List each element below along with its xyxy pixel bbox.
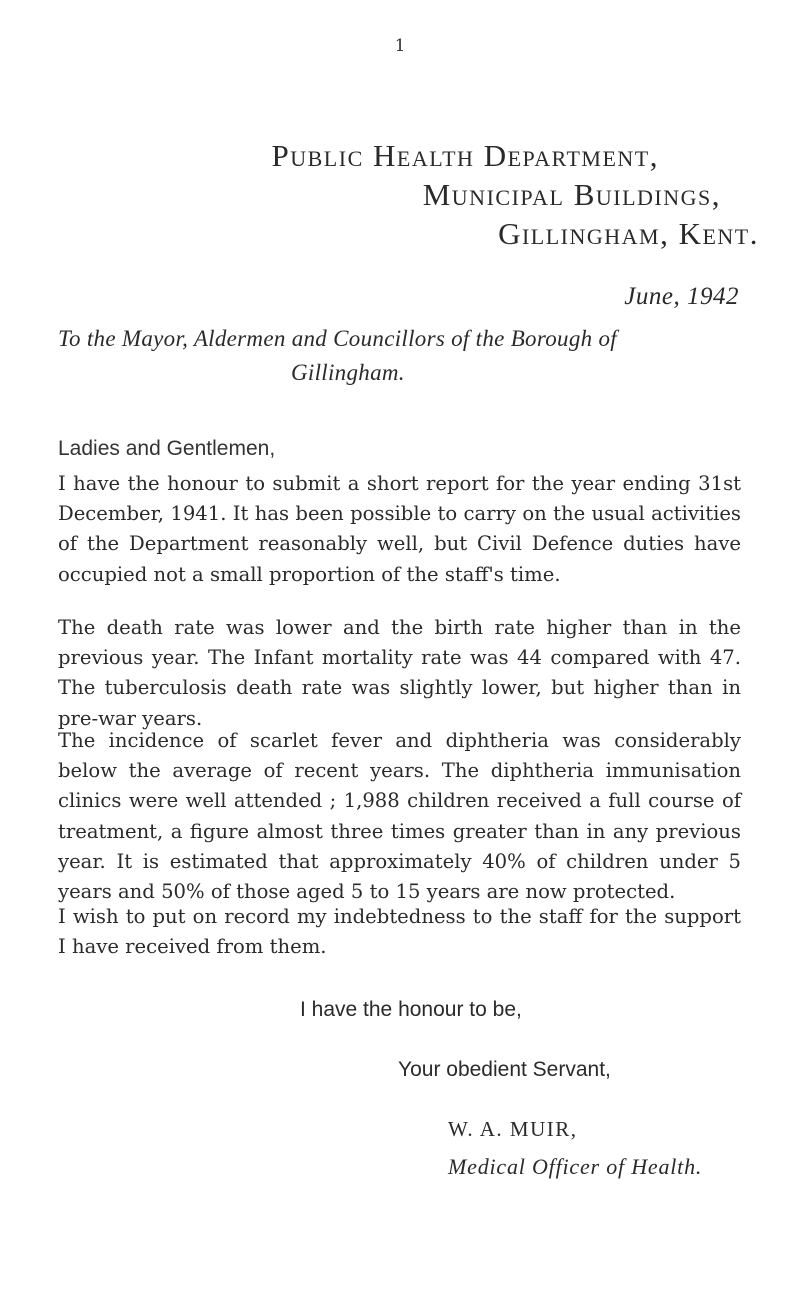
- addressee: [58, 322, 758, 390]
- body-paragraph: I wish to put on record my indebtedness to the staff for the support I have received from them.: [58, 905, 741, 959]
- letter-date: June, 1942: [624, 283, 739, 310]
- signer-name: W. A. MUIR,: [448, 1117, 578, 1141]
- address-line-2: Municipal Buildings,: [422, 177, 721, 212]
- body-paragraph: The death rate was lower and the birth rate higher than in the previous year. The Infant mortality rate was 44 compared with 47. The tuberculosis death rate was slightly lower, but higher than in pre-war years.: [58, 616, 741, 730]
- body-paragraph: I have the honour to submit a short report for the year ending 31st December, 1941. It has been possible to carry on the usual activities of the Department reasonably well, but Civil Defence duties have occupied not a small proportion of the staff's time.: [58, 472, 741, 586]
- addressee-line-2: Gillingham.: [291, 360, 405, 385]
- page-number: 1: [394, 36, 406, 56]
- sender-address: [272, 136, 760, 253]
- signer-title: Medical Officer of Health.: [448, 1154, 703, 1179]
- address-line-1: Public Health Department,: [271, 138, 659, 173]
- address-line-3: Gillingham, Kent.: [498, 216, 759, 251]
- greeting: Ladies and Gentlemen,: [58, 437, 276, 460]
- body-paragraph: The incidence of scarlet fever and diphtheria was considerably below the average of recent years. The diphtheria immunisation clinics were well attended ; 1,988 children received a full course of treatment, a figure almost three times greater than in any previous year. It is estimated that approximately 40% of children under 5 years and 50% of those aged 5 to 15 years are now protected.: [58, 729, 741, 904]
- closing-line: I have the honour to be,: [300, 998, 522, 1021]
- valediction: Your obedient Servant,: [398, 1058, 611, 1081]
- addressee-line-1: To the Mayor, Aldermen and Councillors of the Borough of: [58, 326, 617, 351]
